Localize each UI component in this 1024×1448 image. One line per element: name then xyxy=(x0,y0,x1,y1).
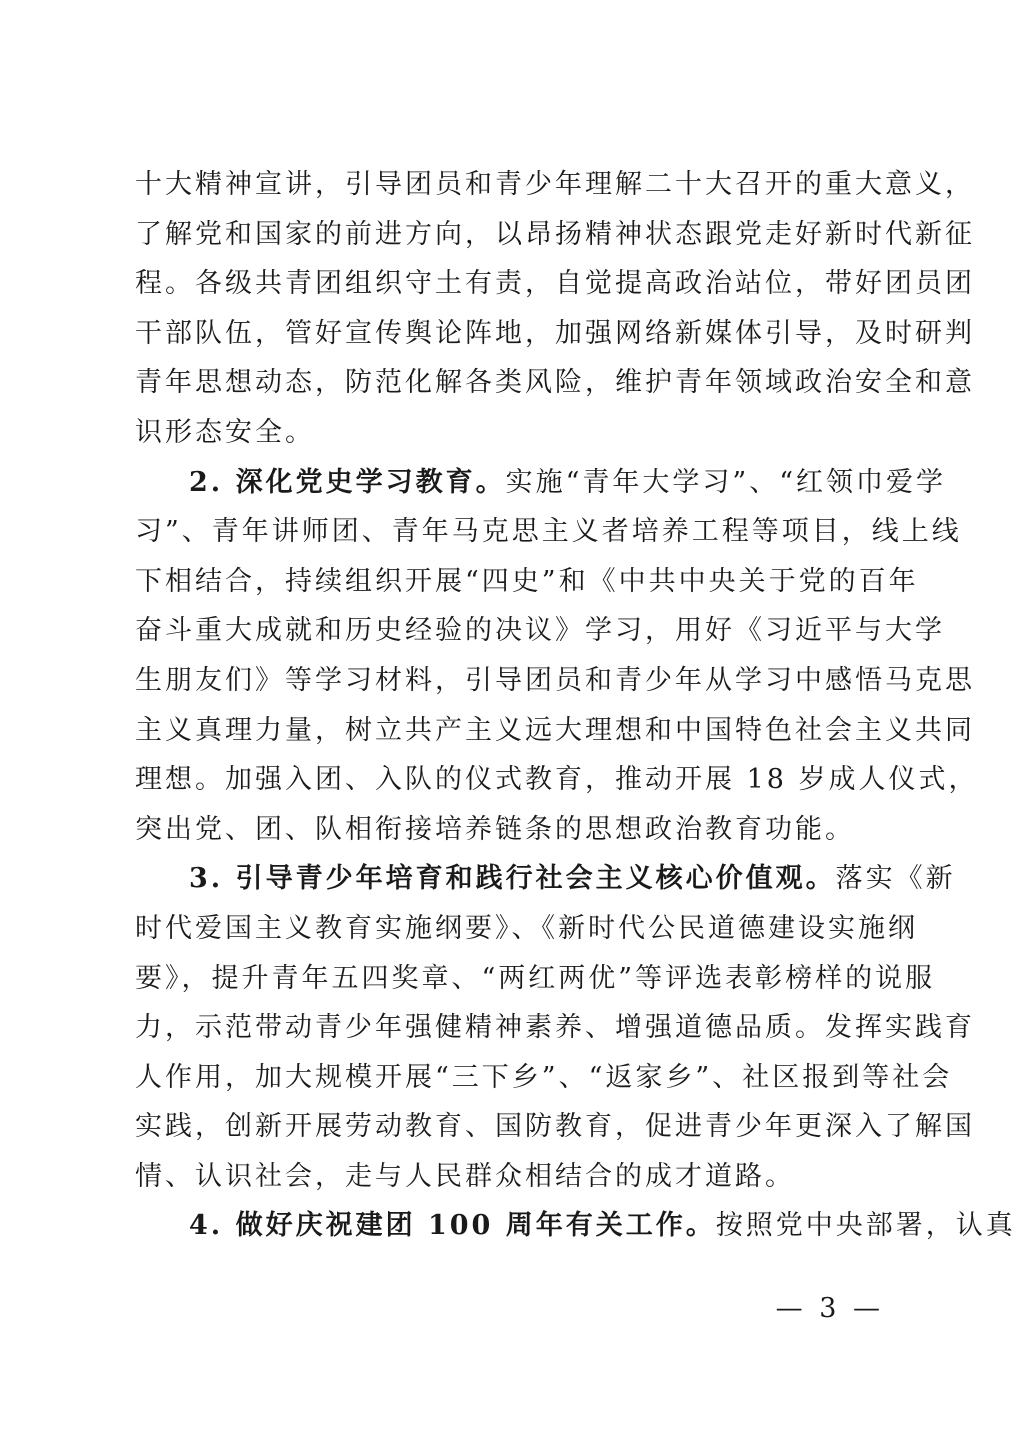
text-line: 实践，创新开展劳动教育、国防教育，促进青少年更深入了解国 xyxy=(135,1111,975,1143)
text-line xyxy=(135,854,956,904)
text-line: 了解党和国家的前进方向，以昂扬精神状态跟党走好新时代新征 xyxy=(135,218,975,250)
section-heading: 4. 做好庆祝建团 100 周年有关工作。 xyxy=(189,1210,716,1242)
text-line: 奋斗重大成就和历史经验的决议》学习，用好《习近平与大学 xyxy=(135,615,945,647)
text-span: 实施“青年大学习”、“红领巾爱学 xyxy=(505,466,947,498)
text-line: 识形态安全。 xyxy=(135,416,315,448)
section-heading: 3. 引导青少年培育和践行社会主义核心价值观。 xyxy=(189,863,836,895)
text-line: 突出党、团、队相衔接培养链条的思想政治教育功能。 xyxy=(135,813,855,845)
text-line: 十大精神宣讲，引导团员和青少年理解二十大召开的重大意义， xyxy=(135,169,975,200)
paragraph-3 xyxy=(135,854,975,1201)
text-span: 按照党中央部署，认真 xyxy=(715,1210,1016,1242)
page-number: — 3 — xyxy=(775,1293,884,1324)
text-line: 程。各级共青团组织守土有责，自觉提高政治站位，带好团员团 xyxy=(135,268,975,300)
text-line: 主义真理力量，树立共产主义远大理想和中国特色社会主义共同 xyxy=(135,714,975,746)
text-line: 下相结合，持续组织开展“四史”和《中共中央关于党的百年 xyxy=(135,565,919,597)
section-heading: 2. 深化党史学习教育。 xyxy=(189,466,506,498)
paragraph-4 xyxy=(135,1201,1016,1251)
document-body xyxy=(135,160,1016,1251)
text-line: 人作用，加大规模开展“三下乡”、“返家乡”、社区报到等社会 xyxy=(135,1061,953,1093)
text-line: 习”、青年讲师团、青年马克思主义者培养工程等项目，线上线 xyxy=(135,516,962,548)
text-span: 落实《新 xyxy=(835,863,956,895)
text-line: 时代爱国主义教育实施纲要》、《新时代公民道德建设实施纲 xyxy=(135,912,918,944)
text-line: 力，示范带动青少年强健精神素养、增强道德品质。发挥实践育 xyxy=(135,1012,975,1044)
paragraph-1 xyxy=(135,160,975,458)
text-line: 生朋友们》等学习材料，引导团员和青少年从学习中感悟马克思 xyxy=(135,664,975,696)
text-line: 干部队伍，管好宣传舆论阵地，加强网络新媒体引导，及时研判 xyxy=(135,317,975,349)
text-line: 青年思想动态，防范化解各类风险，维护青年领域政治安全和意 xyxy=(135,367,975,399)
text-line: 要》，提升青年五四奖章、“两红两优”等评选表彰榜样的说服 xyxy=(135,962,936,994)
text-line: 情、认识社会，走与人民群众相结合的成才道路。 xyxy=(135,1160,795,1192)
text-line xyxy=(135,458,947,508)
text-line: 理想。加强入团、入队的仪式教育，推动开展 18 岁成人仪式， xyxy=(135,764,979,796)
text-line xyxy=(135,1201,1016,1251)
paragraph-2 xyxy=(135,458,979,855)
